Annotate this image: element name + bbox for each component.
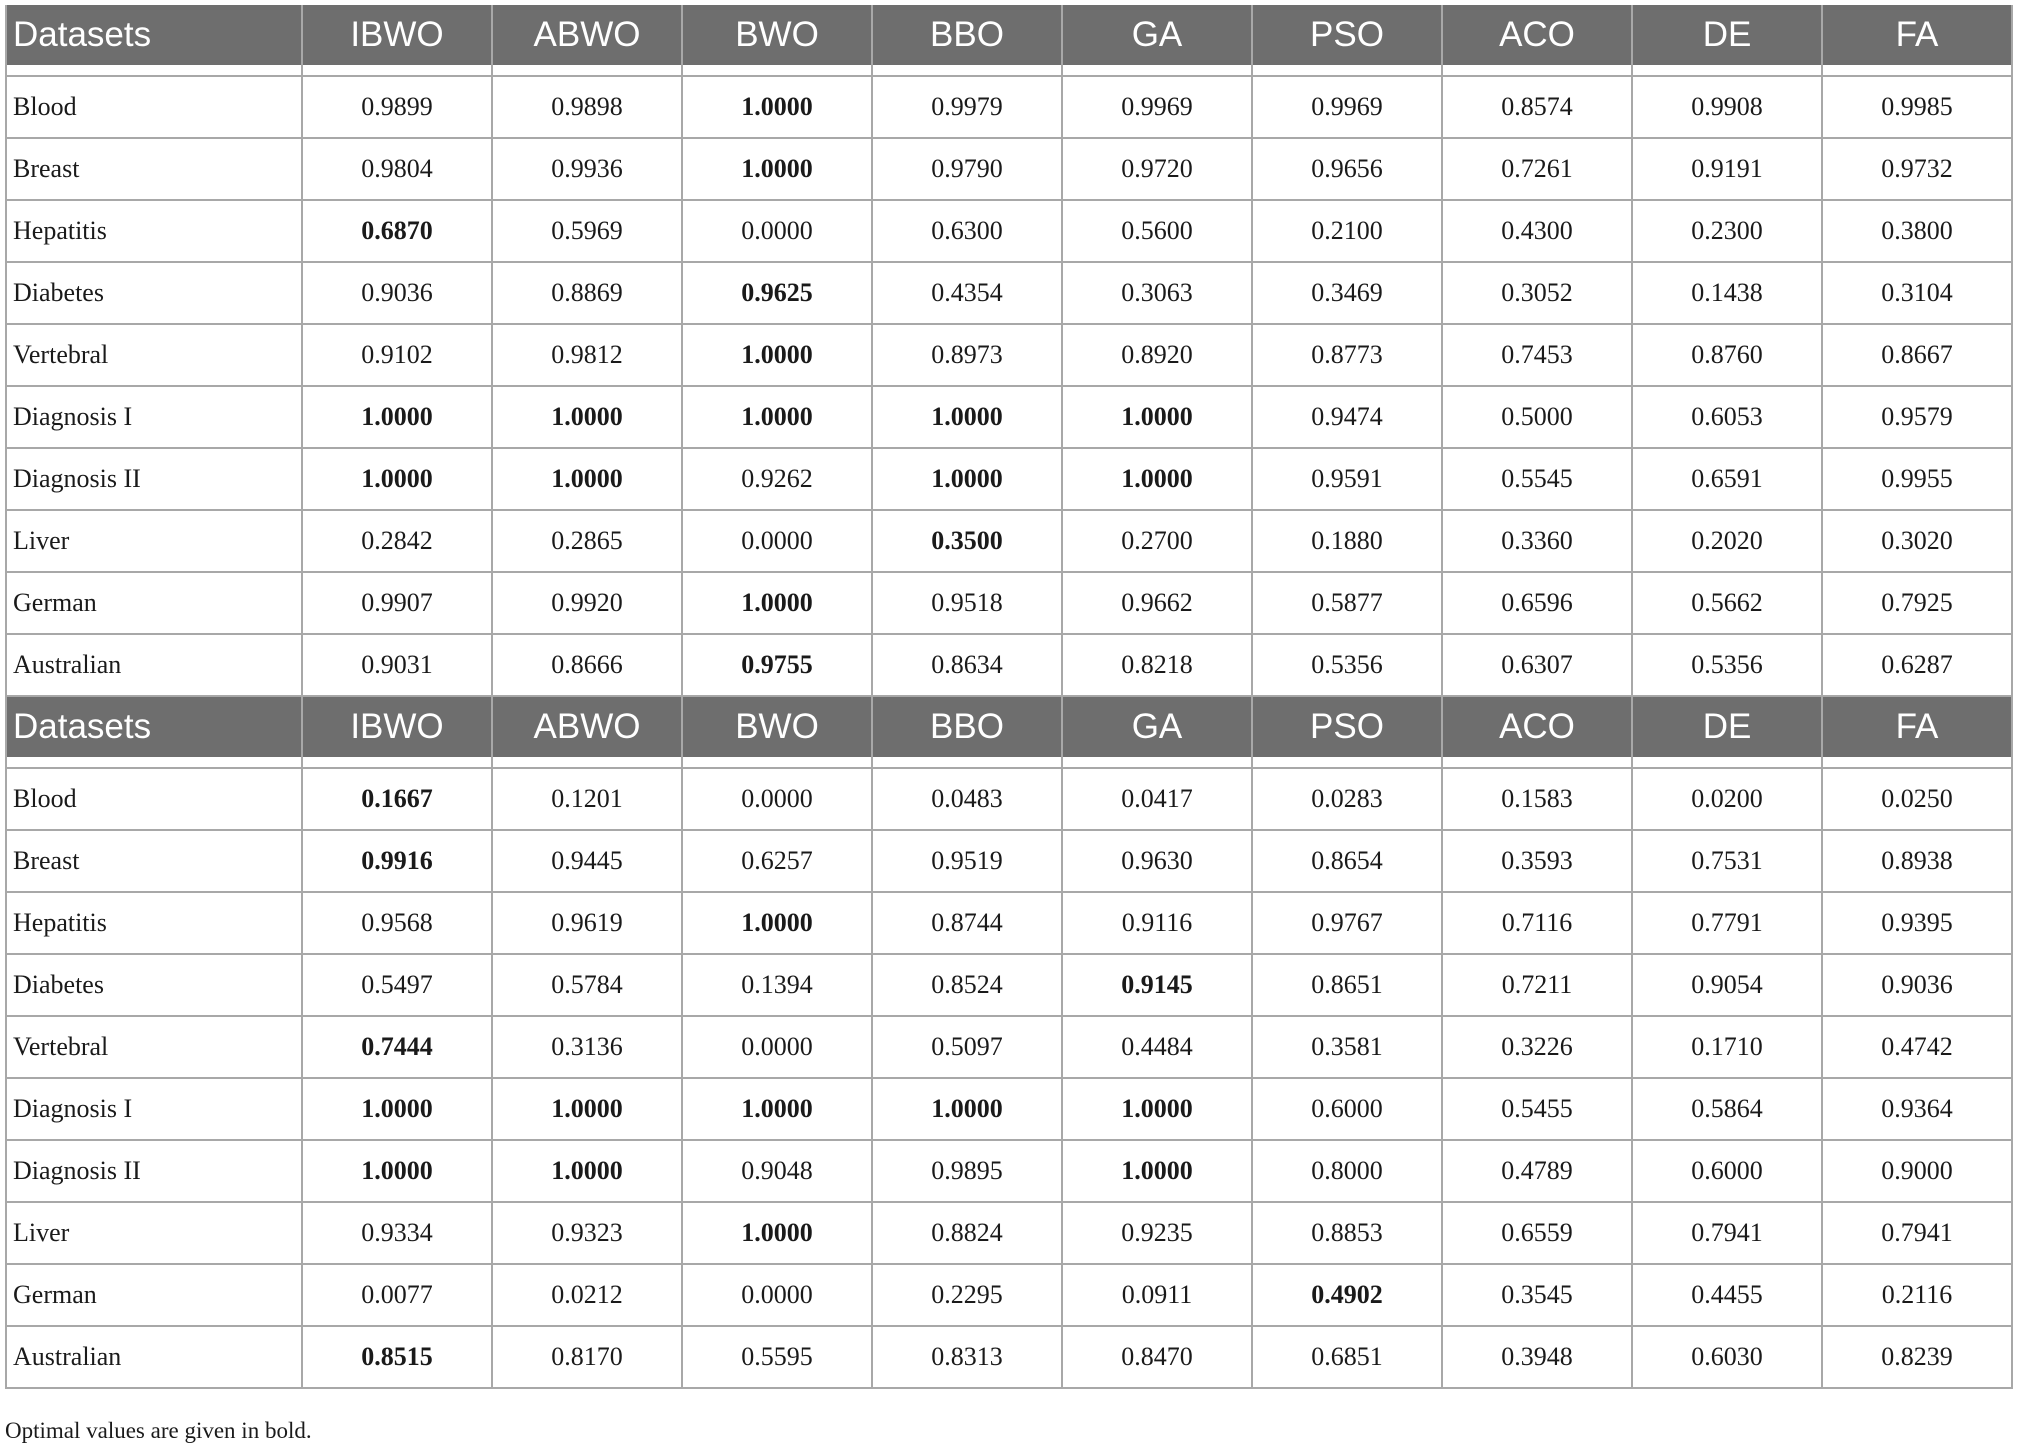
value-cell-bwo: 0.6257 xyxy=(682,830,872,892)
value-cell-ibwo: 0.2842 xyxy=(302,510,492,572)
value-cell-bbo: 0.8973 xyxy=(872,324,1062,386)
table-row xyxy=(6,1140,2012,1202)
column-header-de: DE xyxy=(1632,696,1822,757)
dataset-name: Diabetes xyxy=(6,262,302,324)
value-cell-abwo: 0.3136 xyxy=(492,1016,682,1078)
value-cell-aco: 0.3948 xyxy=(1442,1326,1632,1388)
value-cell-abwo: 1.0000 xyxy=(492,1078,682,1140)
value-cell-abwo: 0.5969 xyxy=(492,200,682,262)
value-cell-ibwo: 0.6870 xyxy=(302,200,492,262)
value-cell-pso: 0.4902 xyxy=(1252,1264,1442,1326)
value-cell-bwo: 0.9755 xyxy=(682,634,872,696)
value-cell-abwo: 0.9323 xyxy=(492,1202,682,1264)
value-cell-fa: 0.8239 xyxy=(1822,1326,2012,1388)
value-cell-bwo: 1.0000 xyxy=(682,892,872,954)
value-cell-fa: 0.3800 xyxy=(1822,200,2012,262)
value-cell-ga: 0.9720 xyxy=(1062,138,1252,200)
value-cell-fa: 0.9036 xyxy=(1822,954,2012,1016)
dataset-name: Breast xyxy=(6,830,302,892)
table-row xyxy=(6,892,2012,954)
value-cell-ga: 0.0417 xyxy=(1062,768,1252,830)
value-cell-bbo: 0.8524 xyxy=(872,954,1062,1016)
value-cell-abwo: 0.8869 xyxy=(492,262,682,324)
dataset-name: German xyxy=(6,572,302,634)
value-cell-ibwo: 0.5497 xyxy=(302,954,492,1016)
value-cell-pso: 0.2100 xyxy=(1252,200,1442,262)
value-cell-ibwo: 0.9031 xyxy=(302,634,492,696)
value-cell-pso: 0.1880 xyxy=(1252,510,1442,572)
value-cell-abwo: 1.0000 xyxy=(492,1140,682,1202)
value-cell-bbo: 0.0483 xyxy=(872,768,1062,830)
value-cell-bwo: 0.0000 xyxy=(682,768,872,830)
value-cell-de: 0.2300 xyxy=(1632,200,1822,262)
value-cell-aco: 0.5545 xyxy=(1442,448,1632,510)
results-table xyxy=(5,5,2013,1389)
value-cell-ga: 0.5600 xyxy=(1062,200,1252,262)
dataset-name: Blood xyxy=(6,76,302,138)
table-row xyxy=(6,954,2012,1016)
column-header-ga: GA xyxy=(1062,5,1252,65)
value-cell-ga: 1.0000 xyxy=(1062,386,1252,448)
value-cell-pso: 0.5877 xyxy=(1252,572,1442,634)
column-header-pso: PSO xyxy=(1252,696,1442,757)
value-cell-ga: 0.0911 xyxy=(1062,1264,1252,1326)
value-cell-bwo: 1.0000 xyxy=(682,1078,872,1140)
column-header-bbo: BBO xyxy=(872,696,1062,757)
value-cell-bwo: 1.0000 xyxy=(682,386,872,448)
table-row xyxy=(6,1202,2012,1264)
header-row xyxy=(6,696,2012,757)
value-cell-fa: 0.3104 xyxy=(1822,262,2012,324)
table-row xyxy=(6,572,2012,634)
table-row xyxy=(6,76,2012,138)
value-cell-pso: 0.9591 xyxy=(1252,448,1442,510)
dataset-name: Diabetes xyxy=(6,954,302,1016)
value-cell-de: 0.1438 xyxy=(1632,262,1822,324)
value-cell-ibwo: 0.9804 xyxy=(302,138,492,200)
column-header-bwo: BWO xyxy=(682,696,872,757)
value-cell-bbo: 1.0000 xyxy=(872,386,1062,448)
value-cell-fa: 0.9395 xyxy=(1822,892,2012,954)
dataset-name: Liver xyxy=(6,1202,302,1264)
value-cell-bbo: 0.8824 xyxy=(872,1202,1062,1264)
value-cell-pso: 0.8853 xyxy=(1252,1202,1442,1264)
value-cell-bwo: 0.9262 xyxy=(682,448,872,510)
value-cell-ga: 0.8218 xyxy=(1062,634,1252,696)
value-cell-bwo: 1.0000 xyxy=(682,1202,872,1264)
value-cell-pso: 0.8000 xyxy=(1252,1140,1442,1202)
value-cell-de: 0.1710 xyxy=(1632,1016,1822,1078)
value-cell-ibwo: 0.1667 xyxy=(302,768,492,830)
value-cell-ibwo: 1.0000 xyxy=(302,1140,492,1202)
dataset-name: German xyxy=(6,1264,302,1326)
table-row xyxy=(6,1078,2012,1140)
value-cell-ga: 1.0000 xyxy=(1062,448,1252,510)
value-cell-bbo: 0.2295 xyxy=(872,1264,1062,1326)
value-cell-ibwo: 0.8515 xyxy=(302,1326,492,1388)
value-cell-ga: 0.9116 xyxy=(1062,892,1252,954)
dataset-name: Hepatitis xyxy=(6,200,302,262)
value-cell-de: 0.5356 xyxy=(1632,634,1822,696)
column-header-bwo: BWO xyxy=(682,5,872,65)
dataset-name: Breast xyxy=(6,138,302,200)
value-cell-ibwo: 0.9899 xyxy=(302,76,492,138)
value-cell-aco: 0.5455 xyxy=(1442,1078,1632,1140)
value-cell-fa: 0.9955 xyxy=(1822,448,2012,510)
table-row xyxy=(6,1016,2012,1078)
table-row xyxy=(6,324,2012,386)
value-cell-ibwo: 0.9907 xyxy=(302,572,492,634)
value-cell-de: 0.7531 xyxy=(1632,830,1822,892)
value-cell-abwo: 0.2865 xyxy=(492,510,682,572)
value-cell-bbo: 0.5097 xyxy=(872,1016,1062,1078)
value-cell-bwo: 0.0000 xyxy=(682,1016,872,1078)
column-header-fa: FA xyxy=(1822,5,2012,65)
value-cell-abwo: 0.8666 xyxy=(492,634,682,696)
value-cell-fa: 0.9732 xyxy=(1822,138,2012,200)
value-cell-bbo: 1.0000 xyxy=(872,1078,1062,1140)
value-cell-ibwo: 0.7444 xyxy=(302,1016,492,1078)
value-cell-aco: 0.7453 xyxy=(1442,324,1632,386)
value-cell-pso: 0.9656 xyxy=(1252,138,1442,200)
value-cell-ga: 0.9662 xyxy=(1062,572,1252,634)
value-cell-bwo: 0.5595 xyxy=(682,1326,872,1388)
dataset-name: Diagnosis I xyxy=(6,386,302,448)
value-cell-aco: 0.3545 xyxy=(1442,1264,1632,1326)
value-cell-bbo: 0.6300 xyxy=(872,200,1062,262)
value-cell-bbo: 0.9790 xyxy=(872,138,1062,200)
value-cell-abwo: 0.9936 xyxy=(492,138,682,200)
column-header-aco: ACO xyxy=(1442,696,1632,757)
value-cell-bwo: 1.0000 xyxy=(682,76,872,138)
value-cell-pso: 0.8773 xyxy=(1252,324,1442,386)
value-cell-aco: 0.7211 xyxy=(1442,954,1632,1016)
value-cell-ga: 1.0000 xyxy=(1062,1078,1252,1140)
value-cell-aco: 0.8574 xyxy=(1442,76,1632,138)
column-header-bbo: BBO xyxy=(872,5,1062,65)
value-cell-ga: 0.9630 xyxy=(1062,830,1252,892)
value-cell-fa: 0.9985 xyxy=(1822,76,2012,138)
value-cell-aco: 0.6596 xyxy=(1442,572,1632,634)
value-cell-abwo: 0.9445 xyxy=(492,830,682,892)
value-cell-ibwo: 0.9102 xyxy=(302,324,492,386)
value-cell-fa: 0.9579 xyxy=(1822,386,2012,448)
table-row xyxy=(6,830,2012,892)
value-cell-aco: 0.5000 xyxy=(1442,386,1632,448)
value-cell-bwo: 0.0000 xyxy=(682,510,872,572)
value-cell-pso: 0.9767 xyxy=(1252,892,1442,954)
dataset-name: Liver xyxy=(6,510,302,572)
value-cell-ibwo: 0.9916 xyxy=(302,830,492,892)
value-cell-de: 0.6000 xyxy=(1632,1140,1822,1202)
value-cell-de: 0.6053 xyxy=(1632,386,1822,448)
value-cell-bwo: 0.0000 xyxy=(682,200,872,262)
dataset-name: Diagnosis I xyxy=(6,1078,302,1140)
dataset-name: Diagnosis II xyxy=(6,1140,302,1202)
value-cell-bbo: 0.9895 xyxy=(872,1140,1062,1202)
value-cell-aco: 0.3360 xyxy=(1442,510,1632,572)
value-cell-fa: 0.7925 xyxy=(1822,572,2012,634)
value-cell-ibwo: 0.9334 xyxy=(302,1202,492,1264)
value-cell-pso: 0.3469 xyxy=(1252,262,1442,324)
value-cell-de: 0.8760 xyxy=(1632,324,1822,386)
value-cell-de: 0.7791 xyxy=(1632,892,1822,954)
value-cell-ga: 0.8470 xyxy=(1062,1326,1252,1388)
value-cell-ibwo: 1.0000 xyxy=(302,386,492,448)
value-cell-bwo: 0.1394 xyxy=(682,954,872,1016)
value-cell-abwo: 0.5784 xyxy=(492,954,682,1016)
value-cell-abwo: 0.0212 xyxy=(492,1264,682,1326)
value-cell-aco: 0.3226 xyxy=(1442,1016,1632,1078)
value-cell-ibwo: 0.0077 xyxy=(302,1264,492,1326)
value-cell-bbo: 0.8313 xyxy=(872,1326,1062,1388)
column-header-abwo: ABWO xyxy=(492,696,682,757)
table-row xyxy=(6,386,2012,448)
value-cell-de: 0.9054 xyxy=(1632,954,1822,1016)
column-header-aco: ACO xyxy=(1442,5,1632,65)
value-cell-bwo: 0.9625 xyxy=(682,262,872,324)
dataset-name: Vertebral xyxy=(6,324,302,386)
table-row xyxy=(6,262,2012,324)
column-header-ibwo: IBWO xyxy=(302,696,492,757)
value-cell-bbo: 0.8744 xyxy=(872,892,1062,954)
value-cell-fa: 0.2116 xyxy=(1822,1264,2012,1326)
footnote: Optimal values are given in bold. xyxy=(5,1418,312,1443)
value-cell-pso: 0.0283 xyxy=(1252,768,1442,830)
dataset-name: Diagnosis II xyxy=(6,448,302,510)
value-cell-de: 0.4455 xyxy=(1632,1264,1822,1326)
value-cell-abwo: 0.9619 xyxy=(492,892,682,954)
value-cell-abwo: 0.9898 xyxy=(492,76,682,138)
value-cell-bbo: 0.4354 xyxy=(872,262,1062,324)
value-cell-de: 0.9191 xyxy=(1632,138,1822,200)
value-cell-fa: 0.4742 xyxy=(1822,1016,2012,1078)
table-row xyxy=(6,510,2012,572)
dataset-name: Vertebral xyxy=(6,1016,302,1078)
value-cell-fa: 0.3020 xyxy=(1822,510,2012,572)
value-cell-ga: 1.0000 xyxy=(1062,1140,1252,1202)
value-cell-ibwo: 1.0000 xyxy=(302,1078,492,1140)
value-cell-de: 0.2020 xyxy=(1632,510,1822,572)
dataset-name: Hepatitis xyxy=(6,892,302,954)
value-cell-bbo: 0.8634 xyxy=(872,634,1062,696)
value-cell-de: 0.7941 xyxy=(1632,1202,1822,1264)
value-cell-de: 0.6591 xyxy=(1632,448,1822,510)
table-row xyxy=(6,1264,2012,1326)
value-cell-abwo: 0.9812 xyxy=(492,324,682,386)
header-row xyxy=(6,5,2012,65)
value-cell-aco: 0.4789 xyxy=(1442,1140,1632,1202)
value-cell-ibwo: 0.9036 xyxy=(302,262,492,324)
value-cell-bbo: 0.9518 xyxy=(872,572,1062,634)
value-cell-aco: 0.4300 xyxy=(1442,200,1632,262)
value-cell-bwo: 1.0000 xyxy=(682,572,872,634)
column-header-ga: GA xyxy=(1062,696,1252,757)
column-header-fa: FA xyxy=(1822,696,2012,757)
dataset-name: Australian xyxy=(6,1326,302,1388)
value-cell-fa: 0.6287 xyxy=(1822,634,2012,696)
column-header-datasets: Datasets xyxy=(6,696,302,757)
value-cell-pso: 0.5356 xyxy=(1252,634,1442,696)
value-cell-pso: 0.3581 xyxy=(1252,1016,1442,1078)
value-cell-bwo: 1.0000 xyxy=(682,324,872,386)
table-row xyxy=(6,448,2012,510)
value-cell-pso: 0.9474 xyxy=(1252,386,1442,448)
dataset-name: Blood xyxy=(6,768,302,830)
value-cell-bbo: 1.0000 xyxy=(872,448,1062,510)
value-cell-abwo: 0.8170 xyxy=(492,1326,682,1388)
value-cell-aco: 0.3052 xyxy=(1442,262,1632,324)
value-cell-bwo: 0.0000 xyxy=(682,1264,872,1326)
value-cell-de: 0.5662 xyxy=(1632,572,1822,634)
value-cell-bbo: 0.9519 xyxy=(872,830,1062,892)
value-cell-bwo: 0.9048 xyxy=(682,1140,872,1202)
value-cell-fa: 0.7941 xyxy=(1822,1202,2012,1264)
value-cell-pso: 0.8651 xyxy=(1252,954,1442,1016)
dataset-name: Australian xyxy=(6,634,302,696)
value-cell-ga: 0.9145 xyxy=(1062,954,1252,1016)
value-cell-pso: 0.9969 xyxy=(1252,76,1442,138)
value-cell-abwo: 1.0000 xyxy=(492,448,682,510)
header-spacer xyxy=(6,65,2012,76)
value-cell-fa: 0.9000 xyxy=(1822,1140,2012,1202)
value-cell-abwo: 0.1201 xyxy=(492,768,682,830)
value-cell-aco: 0.1583 xyxy=(1442,768,1632,830)
value-cell-de: 0.0200 xyxy=(1632,768,1822,830)
value-cell-bbo: 0.3500 xyxy=(872,510,1062,572)
table-row xyxy=(6,768,2012,830)
value-cell-pso: 0.6000 xyxy=(1252,1078,1442,1140)
value-cell-fa: 0.8667 xyxy=(1822,324,2012,386)
table-row xyxy=(6,634,2012,696)
value-cell-ibwo: 0.9568 xyxy=(302,892,492,954)
column-header-pso: PSO xyxy=(1252,5,1442,65)
table-row xyxy=(6,138,2012,200)
value-cell-ga: 0.2700 xyxy=(1062,510,1252,572)
table-row xyxy=(6,1326,2012,1388)
value-cell-aco: 0.6559 xyxy=(1442,1202,1632,1264)
value-cell-ga: 0.8920 xyxy=(1062,324,1252,386)
value-cell-aco: 0.6307 xyxy=(1442,634,1632,696)
value-cell-fa: 0.8938 xyxy=(1822,830,2012,892)
table-body xyxy=(6,5,2012,1388)
value-cell-de: 0.5864 xyxy=(1632,1078,1822,1140)
value-cell-pso: 0.6851 xyxy=(1252,1326,1442,1388)
results-document xyxy=(5,5,2011,1389)
column-header-de: DE xyxy=(1632,5,1822,65)
value-cell-ga: 0.9969 xyxy=(1062,76,1252,138)
value-cell-abwo: 0.9920 xyxy=(492,572,682,634)
value-cell-fa: 0.9364 xyxy=(1822,1078,2012,1140)
value-cell-ibwo: 1.0000 xyxy=(302,448,492,510)
value-cell-aco: 0.7116 xyxy=(1442,892,1632,954)
table-row xyxy=(6,200,2012,262)
value-cell-bwo: 1.0000 xyxy=(682,138,872,200)
column-header-ibwo: IBWO xyxy=(302,5,492,65)
value-cell-ga: 0.4484 xyxy=(1062,1016,1252,1078)
value-cell-bbo: 0.9979 xyxy=(872,76,1062,138)
value-cell-abwo: 1.0000 xyxy=(492,386,682,448)
value-cell-fa: 0.0250 xyxy=(1822,768,2012,830)
column-header-abwo: ABWO xyxy=(492,5,682,65)
header-spacer xyxy=(6,757,2012,768)
value-cell-ga: 0.3063 xyxy=(1062,262,1252,324)
value-cell-aco: 0.7261 xyxy=(1442,138,1632,200)
value-cell-aco: 0.3593 xyxy=(1442,830,1632,892)
column-header-datasets: Datasets xyxy=(6,5,302,65)
value-cell-de: 0.6030 xyxy=(1632,1326,1822,1388)
value-cell-de: 0.9908 xyxy=(1632,76,1822,138)
value-cell-ga: 0.9235 xyxy=(1062,1202,1252,1264)
value-cell-pso: 0.8654 xyxy=(1252,830,1442,892)
